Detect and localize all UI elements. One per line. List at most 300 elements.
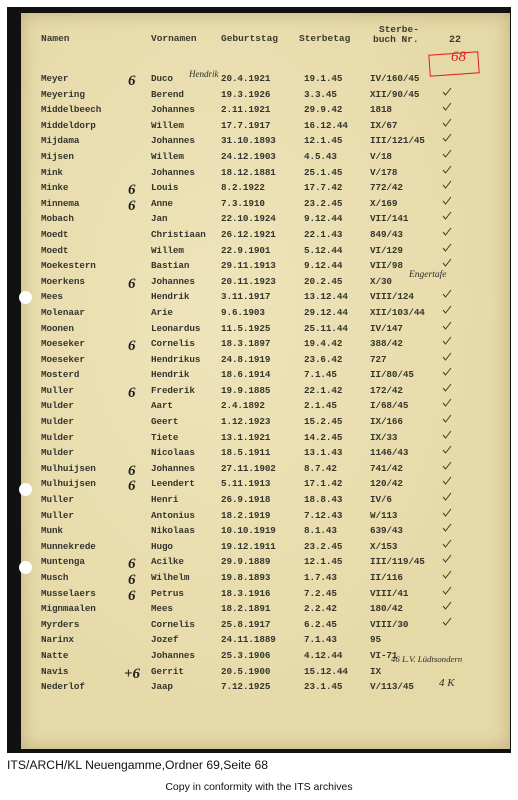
cell-name: Mosterd [41, 369, 80, 381]
cell-name: Meyering [41, 88, 85, 100]
scan-frame [7, 7, 511, 753]
table-row [21, 338, 510, 354]
cell-death-date: 9.12.44 [304, 260, 343, 272]
cell-book-number: 741/42 [370, 462, 403, 474]
check-mark-icon [442, 289, 452, 298]
cell-death-date: 17.7.42 [304, 182, 343, 194]
table-row [21, 634, 510, 650]
cell-name: Mijsen [41, 150, 74, 162]
cell-book-number: 172/42 [370, 384, 403, 396]
table-row [21, 541, 510, 557]
cell-book-number: V/178 [370, 166, 398, 178]
cell-death-date: 29.12.44 [304, 306, 348, 318]
cell-first-name: Wilhelm [151, 572, 190, 583]
cell-birth-date: 24.12.1903 [221, 150, 276, 162]
check-mark-icon [442, 367, 452, 376]
cell-birth-date: 20.11.1923 [221, 275, 276, 287]
cell-death-date: 22.1.43 [304, 228, 343, 240]
handwritten-note-navis: 46 L.V. Lüdtsondern [391, 654, 463, 664]
cell-death-date: 7.2.45 [304, 587, 337, 599]
cell-book-number: VII/98 [370, 260, 403, 272]
cell-death-date: 3.3.45 [304, 88, 337, 100]
check-mark-icon [442, 523, 452, 532]
table-row [21, 73, 510, 89]
cell-name: Musselaers [41, 587, 96, 599]
cell-book-number: IX/67 [370, 119, 398, 131]
cell-birth-date: 29.9.1889 [221, 556, 271, 568]
check-mark-icon [442, 243, 452, 252]
cell-name: Muller [41, 509, 74, 521]
table-row [21, 572, 510, 588]
cell-book-number: X/153 [370, 540, 398, 552]
cell-birth-date: 18.2.1919 [221, 509, 271, 521]
cell-book-number: VII/141 [370, 213, 409, 225]
cell-name: Muller [41, 494, 74, 506]
cell-death-date: 16.12.44 [304, 119, 348, 131]
cell-death-date: 12.1.45 [304, 135, 343, 147]
table-row [21, 120, 510, 136]
handwritten-mark: 6 [128, 275, 136, 292]
cell-birth-date: 11.5.1925 [221, 322, 271, 334]
cell-book-number: IX [370, 665, 381, 677]
cell-name: Mignmaalen [41, 603, 96, 615]
cell-death-date: 17.1.42 [304, 478, 343, 490]
check-mark-icon [442, 383, 452, 392]
cell-birth-date: 20.5.1900 [221, 665, 271, 677]
cell-death-date: 9.12.44 [304, 213, 343, 225]
cell-birth-date: 18.5.1911 [221, 447, 271, 459]
table-row [21, 525, 510, 541]
cell-birth-date: 18.3.1916 [221, 587, 271, 599]
cell-death-date: 23.1.45 [304, 681, 343, 693]
cell-book-number: 1146/43 [370, 447, 409, 459]
page-number: 22 [449, 35, 462, 46]
archive-reference: ITS/ARCH/KL Neuengamme,Ordner 69,Seite 68 [7, 758, 269, 772]
table-row [21, 89, 510, 105]
cell-death-date: 29.9.42 [304, 104, 343, 116]
cell-first-name: Acilke [151, 556, 184, 568]
cell-book-number: VI/129 [370, 244, 403, 256]
header-death-date: Sterbetag [299, 33, 351, 44]
cell-name: Nederlof [41, 681, 85, 693]
handwritten-mark: 6 [128, 556, 136, 573]
cell-first-name: Jozef [151, 634, 179, 646]
cell-name: Mulhuijsen [41, 462, 96, 474]
cell-name: Moeseker [41, 338, 85, 350]
cell-name: Minnema [41, 197, 80, 209]
header-birth-date: Geburtstag [221, 33, 279, 44]
cell-name: Mink [41, 166, 63, 178]
cell-first-name: Geert [151, 416, 179, 428]
cell-name: Moerkens [41, 275, 85, 287]
cell-first-name: Nicolaas [151, 447, 195, 459]
cell-death-date: 2.1.45 [304, 400, 337, 412]
cell-first-name: Leendert [151, 478, 195, 490]
cell-death-date: 7.1.43 [304, 634, 337, 646]
cell-first-name: Leonardus [151, 322, 201, 334]
cell-first-name: Duco [151, 73, 173, 84]
cell-birth-date: 18.12.1881 [221, 166, 276, 178]
cell-name: Myrders [41, 618, 80, 630]
cell-birth-date: 26.9.1918 [221, 494, 271, 506]
handwritten-note-bottom: 4 K [439, 677, 455, 689]
cell-name: Mulder [41, 400, 74, 412]
cell-book-number: 849/43 [370, 228, 403, 240]
cell-name: Munk [41, 525, 63, 537]
check-mark-icon [442, 617, 452, 626]
cell-birth-date: 20.4.1921 [221, 73, 271, 84]
cell-book-number: IX/166 [370, 416, 403, 428]
cell-first-name: Nikolaas [151, 525, 195, 537]
handwritten-mark: 6 [128, 182, 136, 199]
cell-birth-date: 17.7.1917 [221, 119, 271, 131]
cell-birth-date: 27.11.1902 [221, 462, 276, 474]
cell-book-number: V/18 [370, 150, 392, 162]
cell-book-number: 95 [370, 634, 381, 646]
handwritten-mark: 6 [128, 572, 136, 588]
check-mark-icon [442, 570, 452, 579]
cell-first-name: Johannes [151, 462, 195, 474]
table-row [21, 307, 510, 323]
cell-name: Musch [41, 572, 69, 583]
check-mark-icon [442, 492, 452, 501]
cell-name: Moonen [41, 322, 74, 334]
check-mark-icon [442, 149, 452, 158]
cell-book-number: XII/90/45 [370, 88, 420, 100]
table-row [21, 354, 510, 370]
cell-name: Molenaar [41, 306, 85, 318]
cell-book-number: XII/103/44 [370, 306, 425, 318]
red-stamp-number: 68 [451, 49, 466, 65]
cell-birth-date: 8.2.1922 [221, 182, 265, 194]
cell-book-number: IX/33 [370, 431, 398, 443]
cell-death-date: 22.1.42 [304, 384, 343, 396]
cell-name: Mulhuijsen [41, 478, 96, 490]
cell-book-number: 639/43 [370, 525, 403, 537]
cell-first-name: Frederik [151, 384, 195, 396]
table-row [21, 291, 510, 307]
cell-birth-date: 19.12.1911 [221, 540, 276, 552]
cell-death-date: 4.5.43 [304, 150, 337, 162]
cell-death-date: 13.12.44 [304, 291, 348, 303]
cell-birth-date: 25.8.1917 [221, 618, 271, 630]
cell-name: Mees [41, 291, 63, 303]
table-row [21, 494, 510, 510]
table-row [21, 416, 510, 432]
cell-first-name: Hugo [151, 540, 173, 552]
cell-death-date: 19.4.42 [304, 338, 343, 350]
cell-death-date: 20.2.45 [304, 275, 343, 287]
table-row [21, 510, 510, 526]
cell-first-name: Mees [151, 603, 173, 615]
cell-name: Moedt [41, 244, 69, 256]
cell-first-name: Anne [151, 197, 173, 209]
cell-name: Mulder [41, 416, 74, 428]
cell-death-date: 8.1.43 [304, 525, 337, 537]
cell-first-name: Henri [151, 494, 179, 506]
cell-book-number: IV/147 [370, 322, 403, 334]
cell-first-name: Willem [151, 150, 184, 162]
cell-first-name: Jaap [151, 681, 173, 693]
cell-book-number: V/113/45 [370, 681, 414, 693]
cell-book-number: I/68/45 [370, 400, 409, 412]
cell-birth-date: 9.6.1903 [221, 306, 265, 318]
check-mark-icon [442, 586, 452, 595]
cell-first-name: Willem [151, 244, 184, 256]
cell-death-date: 14.2.45 [304, 431, 343, 443]
cell-book-number: 388/42 [370, 338, 403, 350]
cell-name: Munnekrede [41, 540, 96, 552]
table-row [21, 213, 510, 229]
cell-book-number: VIII/124 [370, 291, 414, 303]
table-row [21, 588, 510, 604]
header-book-line1: Sterbe- [379, 24, 419, 35]
table-row [21, 167, 510, 183]
cell-death-date: 6.2.45 [304, 618, 337, 630]
cell-death-date: 15.12.44 [304, 665, 348, 677]
cell-first-name: Cornelis [151, 338, 195, 350]
table-row [21, 182, 510, 198]
check-mark-icon [442, 180, 452, 189]
cell-birth-date: 22.10.1924 [221, 213, 276, 225]
table-row [21, 603, 510, 619]
cell-name: Mobach [41, 213, 74, 225]
cell-first-name: Cornelis [151, 618, 195, 630]
cell-death-date: 7.12.43 [304, 509, 343, 521]
cell-book-number: X/169 [370, 197, 398, 209]
table-row [21, 447, 510, 463]
cell-name: Mulder [41, 447, 74, 459]
cell-first-name: Johannes [151, 104, 195, 116]
cell-birth-date: 18.2.1891 [221, 603, 271, 615]
handwritten-mark: 6 [128, 73, 136, 89]
cell-first-name: Johannes [151, 275, 195, 287]
cell-book-number: VIII/30 [370, 618, 409, 630]
cell-first-name: Johannes [151, 649, 195, 661]
cell-first-name: Willem [151, 119, 184, 131]
cell-death-date: 23.2.45 [304, 197, 343, 209]
table-row [21, 198, 510, 214]
cell-first-name: Louis [151, 182, 179, 194]
cell-name: Moekestern [41, 260, 96, 272]
check-mark-icon [442, 445, 452, 454]
handwritten-mark: 6 [128, 197, 136, 214]
cell-birth-date: 29.11.1913 [221, 260, 276, 272]
check-mark-icon [442, 196, 452, 205]
cell-book-number: II/80/45 [370, 369, 414, 381]
check-mark-icon [442, 87, 452, 96]
cell-death-date: 2.2.42 [304, 603, 337, 615]
cell-first-name: Gerrit [151, 665, 184, 677]
table-row [21, 666, 510, 682]
handwritten-note-moerkens: Engertafe [409, 270, 447, 280]
cell-first-name: Tiete [151, 431, 179, 443]
cell-birth-date: 13.1.1921 [221, 431, 271, 443]
table-row [21, 650, 510, 666]
table-row [21, 369, 510, 385]
check-mark-icon [442, 336, 452, 345]
cell-birth-date: 1.12.1923 [221, 416, 271, 428]
cell-death-date: 5.12.44 [304, 244, 343, 256]
cell-name: Middelbeech [41, 104, 102, 116]
table-row [21, 400, 510, 416]
cell-death-date: 7.1.45 [304, 369, 337, 381]
cell-book-number: IV/6 [370, 494, 392, 506]
cell-death-date: 4.12.44 [304, 649, 343, 661]
table-row [21, 245, 510, 261]
table-row [21, 556, 510, 572]
check-mark-icon [442, 211, 452, 220]
header-first-name: Vornamen [151, 33, 197, 44]
cell-death-date: 12.1.45 [304, 556, 343, 568]
cell-birth-date: 25.3.1906 [221, 649, 271, 661]
cell-first-name: Bastian [151, 260, 190, 272]
cell-birth-date: 7.3.1910 [221, 197, 265, 209]
cell-death-date: 25.11.44 [304, 322, 348, 334]
cell-name: Muntenga [41, 556, 85, 568]
check-mark-icon [442, 321, 452, 330]
table-row [21, 104, 510, 120]
cell-birth-date: 19.8.1893 [221, 572, 271, 583]
cell-death-date: 18.8.43 [304, 494, 343, 506]
cell-name: Minke [41, 182, 69, 194]
cell-birth-date: 10.10.1919 [221, 525, 276, 537]
check-mark-icon [442, 352, 452, 361]
header-book-line2: buch Nr. [373, 34, 419, 45]
cell-first-name: Aart [151, 400, 173, 412]
cell-first-name: Hendrik [151, 369, 190, 381]
check-mark-icon [442, 601, 452, 610]
cell-first-name: Johannes [151, 135, 195, 147]
cell-death-date: 15.2.45 [304, 416, 343, 428]
cell-first-name: Hendrikus [151, 353, 201, 365]
check-mark-icon [442, 461, 452, 470]
handwritten-mark: 6 [128, 462, 136, 479]
cell-name: Muller [41, 384, 74, 396]
check-mark-icon [442, 398, 452, 407]
cell-book-number: 180/42 [370, 603, 403, 615]
table-row [21, 229, 510, 245]
check-mark-icon [442, 554, 452, 563]
table-row [21, 478, 510, 494]
cell-book-number: VIII/41 [370, 587, 409, 599]
check-mark-icon [442, 430, 452, 439]
cell-name: Mulder [41, 431, 74, 443]
cell-birth-date: 24.11.1889 [221, 634, 276, 646]
handwritten-mark: 6 [128, 338, 136, 355]
cell-birth-date: 26.12.1921 [221, 228, 276, 240]
cell-book-number: II/116 [370, 572, 403, 583]
table-row [21, 385, 510, 401]
check-mark-icon [442, 539, 452, 548]
handwritten-mark: 6 [128, 478, 136, 495]
cell-first-name: Christiaan [151, 228, 206, 240]
handwritten-note-first-row: Hendrik [189, 69, 219, 79]
cell-book-number: X/30 [370, 275, 392, 287]
table-row [21, 681, 510, 697]
cell-first-name: Petrus [151, 587, 184, 599]
handwritten-mark: 6 [128, 384, 136, 401]
check-mark-icon [442, 305, 452, 314]
cell-first-name: Berend [151, 88, 184, 100]
cell-book-number: VI-71 [370, 649, 398, 661]
cell-name: Meyer [41, 73, 69, 84]
cell-name: Moeseker [41, 353, 85, 365]
check-mark-icon [442, 258, 452, 267]
table-row [21, 260, 510, 276]
check-mark-icon [442, 165, 452, 174]
cell-birth-date: 19.9.1885 [221, 384, 271, 396]
table-row [21, 151, 510, 167]
cell-birth-date: 18.3.1897 [221, 338, 271, 350]
cell-death-date: 8.7.42 [304, 462, 337, 474]
header-name: Namen [41, 33, 70, 44]
cell-book-number: 120/42 [370, 478, 403, 490]
cell-name: Narinx [41, 634, 74, 646]
table-row [21, 276, 510, 292]
cell-death-date: 23.2.45 [304, 540, 343, 552]
cell-birth-date: 19.3.1926 [221, 88, 271, 100]
cell-death-date: 25.1.45 [304, 166, 343, 178]
cell-first-name: Jan [151, 213, 168, 225]
cell-book-number: III/119/45 [370, 556, 425, 568]
cell-name: Moedt [41, 228, 69, 240]
check-mark-icon [442, 118, 452, 127]
copy-notice: Copy in conformity with the ITS archives [165, 781, 353, 793]
cell-birth-date: 24.8.1919 [221, 353, 271, 365]
cell-birth-date: 5.11.1913 [221, 478, 271, 490]
cell-name: Mijdama [41, 135, 80, 147]
table-row [21, 323, 510, 339]
cell-first-name: Johannes [151, 166, 195, 178]
cell-birth-date: 7.12.1925 [221, 681, 271, 693]
check-mark-icon [442, 414, 452, 423]
cell-death-date: 23.6.42 [304, 353, 343, 365]
cell-book-number: W/113 [370, 509, 398, 521]
handwritten-mark: 6 [128, 587, 136, 604]
cell-death-date: 13.1.43 [304, 447, 343, 459]
document-page [21, 13, 510, 749]
cell-name: Middeldorp [41, 119, 96, 131]
cell-birth-date: 3.11.1917 [221, 291, 271, 303]
table-row [21, 619, 510, 635]
cell-first-name: Arie [151, 306, 173, 318]
cell-death-date: 19.1.45 [304, 73, 343, 84]
table-row [21, 432, 510, 448]
check-mark-icon [442, 227, 452, 236]
table-row [21, 135, 510, 151]
check-mark-icon [442, 133, 452, 142]
check-mark-icon [442, 102, 452, 111]
register-table [21, 73, 510, 697]
cell-book-number: 1818 [370, 104, 392, 116]
cell-birth-date: 22.9.1901 [221, 244, 271, 256]
cell-book-number: III/121/45 [370, 135, 425, 147]
table-row [21, 463, 510, 479]
cell-birth-date: 18.6.1914 [221, 369, 271, 381]
handwritten-mark: +6 [124, 665, 140, 682]
cell-birth-date: 2.11.1921 [221, 104, 271, 116]
cell-death-date: 1.7.43 [304, 572, 337, 583]
cell-first-name: Hendrik [151, 291, 190, 303]
cell-birth-date: 31.10.1893 [221, 135, 276, 147]
cell-first-name: Antonius [151, 509, 195, 521]
cell-book-number: 727 [370, 353, 387, 365]
check-mark-icon [442, 508, 452, 517]
cell-book-number: IV/160/45 [370, 73, 420, 84]
cell-name: Navis [41, 665, 69, 677]
cell-name: Natte [41, 649, 69, 661]
